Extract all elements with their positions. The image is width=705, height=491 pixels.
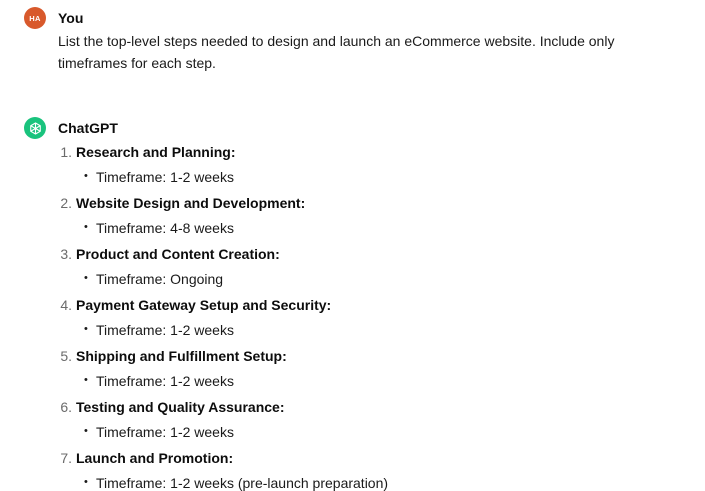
step-title: Website Design and Development: xyxy=(76,195,306,211)
bullet-icon: • xyxy=(84,170,88,182)
assistant-avatar xyxy=(24,117,46,139)
step-timeframe-text: Timeframe: 1-2 weeks xyxy=(96,169,234,185)
step-number: 7. xyxy=(60,450,72,466)
step-timeframe-text: Timeframe: 1-2 weeks xyxy=(96,322,234,338)
step-title: Shipping and Fulfillment Setup: xyxy=(76,348,287,364)
user-message-text: List the top-level steps needed to design and launch an eCommerce website. Include only timeframes for each step. xyxy=(58,33,615,71)
step-timeframe-text: Timeframe: Ongoing xyxy=(96,271,224,287)
bullet-icon: • xyxy=(84,425,88,437)
assistant-message xyxy=(24,117,705,491)
user-avatar-initials: HA xyxy=(29,13,41,23)
step-number: 2. xyxy=(60,195,72,211)
bullet-icon: • xyxy=(84,272,88,284)
step-number: 5. xyxy=(60,348,72,364)
step-number: 6. xyxy=(60,399,72,415)
assistant-author-name: ChatGPT xyxy=(58,120,118,136)
step-timeframe xyxy=(84,372,234,390)
bullet-icon: • xyxy=(84,323,88,335)
step-number: 3. xyxy=(60,246,72,262)
step-timeframe xyxy=(84,474,388,491)
step-timeframe xyxy=(84,321,234,339)
user-author-name: You xyxy=(58,10,84,26)
step-timeframe xyxy=(84,219,234,237)
step-timeframe xyxy=(84,270,223,288)
bullet-icon: • xyxy=(84,221,88,233)
bullet-icon: • xyxy=(84,374,88,386)
user-message xyxy=(24,7,705,77)
step-title: Product and Content Creation: xyxy=(76,246,280,262)
step-timeframe-text: Timeframe: 1-2 weeks xyxy=(96,373,234,389)
step-title: Launch and Promotion: xyxy=(76,450,234,466)
step-title: Testing and Quality Assurance: xyxy=(76,399,285,415)
step-timeframe-text: Timeframe: 4-8 weeks xyxy=(96,220,234,236)
step-timeframe xyxy=(84,423,234,441)
step-timeframe-text: Timeframe: 1-2 weeks xyxy=(96,424,234,440)
step-title: Research and Planning: xyxy=(76,144,236,160)
step-number: 4. xyxy=(60,297,72,313)
step-title: Payment Gateway Setup and Security: xyxy=(76,297,332,313)
user-avatar xyxy=(24,7,46,29)
step-number: 1. xyxy=(60,144,72,160)
bullet-icon: • xyxy=(84,476,88,488)
step-timeframe-text: Timeframe: 1-2 weeks (pre-launch preparation) xyxy=(96,475,389,491)
step-timeframe xyxy=(84,168,234,186)
openai-logo-icon xyxy=(28,121,43,136)
